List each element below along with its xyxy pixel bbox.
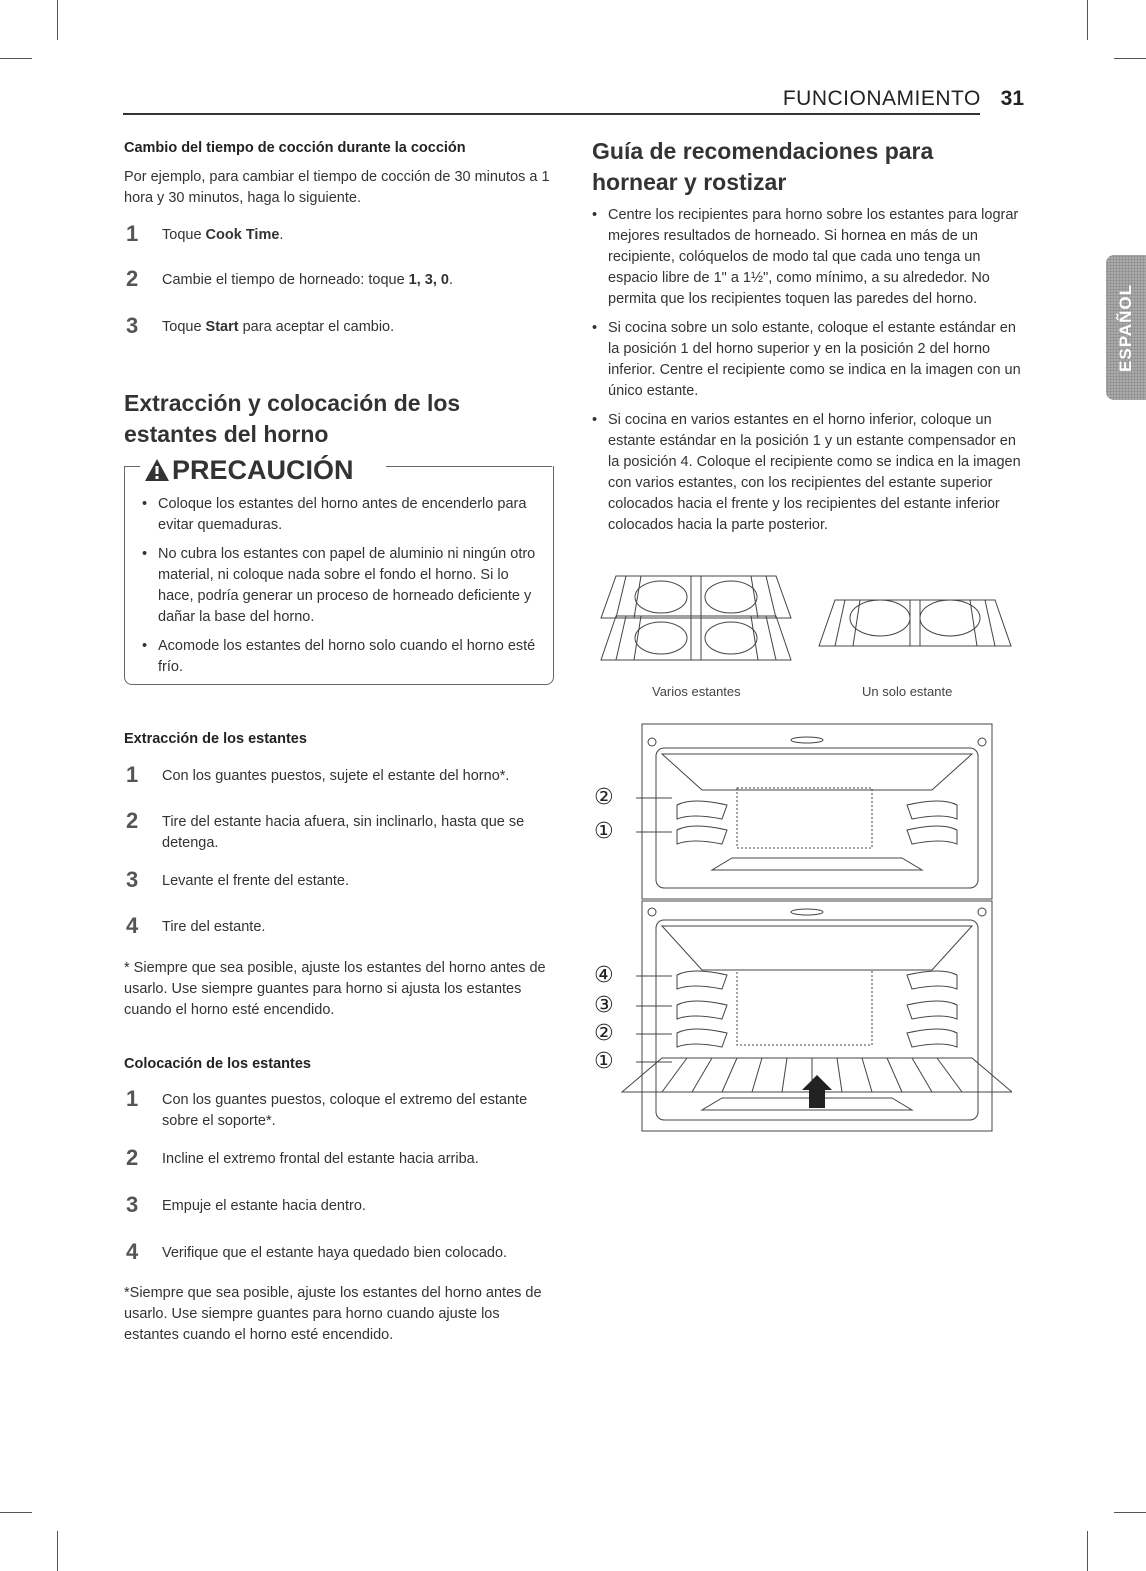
section-title: FUNCIONAMIENTO [782,87,981,110]
page-header [783,87,1024,111]
crop-mark [1114,58,1146,59]
crop-mark [0,1512,32,1513]
single-rack-illustration [815,596,1015,651]
step-number: 4 [126,1239,139,1264]
caution-title: PRECAUCIÓN [172,455,354,485]
step-text: Cambie el tiempo de horneado: toque 1, 3, 0. [162,272,454,288]
guide-title-line1: Guía de recomendaciones para [592,138,934,164]
crop-mark [57,1531,58,1571]
cook-change-title: Cambio del tiempo de cocción durante la cocción [124,140,466,156]
caution-item: • Acomode los estantes del horno solo cuando el horno esté frío. [142,636,537,678]
placement-title: Colocación de los estantes [124,1056,311,1072]
lower-position-3-label: ③ [594,992,614,1017]
upper-position-2-label: ② [594,784,614,809]
guide-section-title [592,136,1012,198]
guide-title-line2: hornear y rostizar [592,169,787,195]
step-number: 3 [126,313,139,338]
guide-item: • Si cocina sobre un solo estante, coloque el estante estándar en la posición 1 del horno superior y en la posición 2 del horno inferior. Centre el recipiente como se indica en la imagen con un único estante. [592,318,1024,402]
crop-mark [0,58,32,59]
lower-position-1-label: ① [594,1048,614,1073]
step-number: 1 [126,762,139,787]
guide-list [592,205,1024,544]
step-text: Incline el extremo frontal del estante hacia arriba. [162,1151,479,1167]
multi-rack-illustration [596,570,796,665]
lower-position-4-label: ④ [594,962,614,987]
crop-mark [1087,1531,1088,1571]
step-number: 3 [126,867,139,892]
language-tab-label: ESPAÑOL [1116,283,1135,372]
caution-list [142,494,537,686]
step-text: Levante el frente del estante. [162,873,350,889]
step-text: Con los guantes puestos, coloque el extremo del estante sobre el soporte*. [162,1092,528,1129]
step-number: 1 [126,1086,139,1111]
racks-title-line1: Extracción y colocación de los [124,390,461,416]
crop-mark [1087,0,1088,40]
step-number: 2 [126,266,139,291]
removal-title: Extracción de los estantes [124,731,307,747]
racks-title-line2: estantes del horno [124,421,329,447]
step-number: 1 [126,221,139,246]
guide-item: • Centre los recipientes para horno sobre los estantes para lograr mejores resultados de horneado. Si hornea en más de un recipiente, colóquelos de modo tal que cada uno tenga un espacio libre de 1" a 1½", como mínimo, a su alrededor. No permita que los recipientes toquen las paredes del horno. [592,205,1024,310]
oven-rack-position-diagram [592,720,1012,1135]
upper-position-1-label: ① [594,818,614,843]
language-tab [1106,255,1146,400]
placement-note: *Siempre que sea posible, ajuste los estantes del horno antes de usarlo. Use siempre guantes para horno cuando ajuste los estantes cuando el horno esté encendido. [124,1285,542,1343]
cook-change-intro: Por ejemplo, para cambiar el tiempo de cocción de 30 minutos a 1 hora y 30 minutos, haga lo siguiente. [124,169,550,206]
header-rule [123,113,980,115]
caption-multi-rack: Varios estantes [652,684,741,699]
guide-item: • Si cocina en varios estantes en el horno inferior, coloque un estante estándar en la posición 1 y un estante compensador en la posición 4. Coloque el recipiente como se indica en la imagen con varios estantes, con los recipientes del estante superior colocados hacia el frente y los recipientes del estante inferior colocados hacia la parte posterior. [592,410,1024,536]
caution-top-rule [124,466,140,467]
step-text: Con los guantes puestos, sujete el estante del horno*. [162,768,510,784]
caution-item: • No cubra los estantes con papel de aluminio ni ningún otro material, ni coloque nada sobre el fondo el horno. Si lo hace, podría generar un proceso de horneado deficiente y dañar la base del horno. [142,544,537,628]
racks-section-title [124,388,564,450]
step-number: 2 [126,808,139,833]
step-text: Toque Start para aceptar el cambio. [162,319,395,335]
step-text: Tire del estante. [162,919,266,935]
warning-icon [144,458,170,482]
step-text: Toque Cook Time. [162,227,284,243]
crop-mark [57,0,58,40]
step-number: 2 [126,1145,139,1170]
step-text: Empuje el estante hacia dentro. [162,1198,366,1214]
step-text: Verifique que el estante haya quedado bien colocado. [162,1245,508,1261]
step-number: 4 [126,913,139,938]
lower-position-2-label: ② [594,1020,614,1045]
step-text: Tire del estante hacia afuera, sin inclinarlo, hasta que se detenga. [162,814,525,851]
caution-top-rule [386,466,552,467]
step-number: 3 [126,1192,139,1217]
page-number: 31 [1000,87,1024,110]
caption-single-rack: Un solo estante [862,684,953,699]
crop-mark [1114,1512,1146,1513]
caution-item: • Coloque los estantes del horno antes de encenderlo para evitar quemaduras. [142,494,537,536]
removal-note: * Siempre que sea posible, ajuste los estantes del horno antes de usarlo. Use siempre guantes para horno si ajusta los estantes cuando el horno esté encendido. [124,960,546,1018]
